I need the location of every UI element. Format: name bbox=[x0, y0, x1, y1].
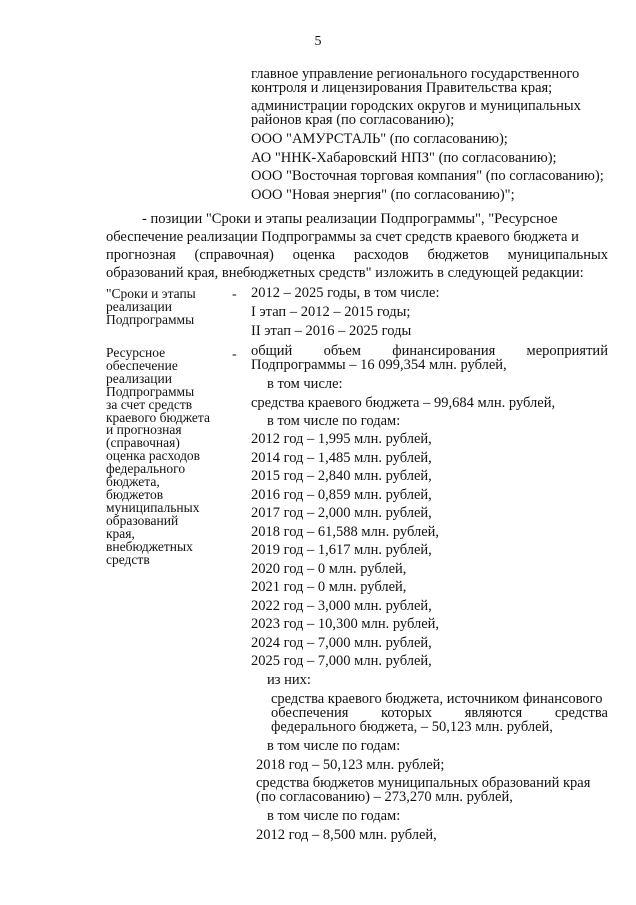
resources-label-line: оценка расходов bbox=[106, 448, 201, 464]
year-line: 2018 год – 61,588 млн. рублей, bbox=[251, 524, 440, 540]
resources-label-line: бюджета, bbox=[106, 474, 160, 490]
terms-line-3: II этап – 2016 – 2025 годы bbox=[251, 323, 412, 339]
municipal-line-2: (по согласованию) – 273,270 млн. рублей, bbox=[256, 789, 513, 805]
resources-label bbox=[106, 347, 241, 566]
org-line-7: ООО "Восточная торговая компания" (по согласованию); bbox=[251, 168, 604, 184]
federal-word: обеспечения bbox=[271, 705, 349, 721]
terms-label-line: "Сроки и этапы bbox=[106, 286, 196, 301]
org-line-6: АО "ННК-Хабаровский НПЗ" (по согласованию); bbox=[251, 150, 557, 166]
year-line: 2020 год – 0 млн. рублей, bbox=[251, 561, 407, 577]
terms-dash: - bbox=[232, 287, 237, 302]
resources-label-line: Ресурсное bbox=[106, 345, 166, 360]
year-line: 2017 год – 2,000 млн. рублей, bbox=[251, 505, 432, 521]
org-line-5: ООО "АМУРСТАЛЬ" (по согласованию); bbox=[251, 131, 508, 147]
federal-line-3: федерального бюджета, – 50,123 млн. рублей, bbox=[271, 719, 553, 735]
year-line: 2019 год – 1,617 млн. рублей, bbox=[251, 542, 432, 558]
intro-word: (справочная) bbox=[194, 247, 274, 263]
intro-word: расходов bbox=[353, 247, 409, 263]
year-line: 2025 год – 7,000 млн. рублей, bbox=[251, 653, 432, 669]
intro-line-4: образований края, внебюджетных средств" изложить в следующей редакции: bbox=[106, 265, 584, 281]
intro-line-1: - позиции "Сроки и этапы реализации Подпрограммы", "Ресурсное bbox=[142, 211, 558, 227]
total-line-2: Подпрограммы – 16 099,354 млн. рублей, bbox=[251, 357, 507, 373]
org-line-1: главное управление регионального государственного bbox=[251, 66, 580, 82]
fed-year-line: 2018 год – 50,123 млн. рублей; bbox=[256, 757, 445, 773]
federal-word: средства bbox=[554, 705, 608, 721]
total-word: мероприятий bbox=[526, 343, 608, 359]
year-line: 2012 год – 1,995 млн. рублей, bbox=[251, 431, 432, 447]
by-years-line: в том числе по годам: bbox=[267, 413, 401, 429]
resources-label-line: (справочная) bbox=[106, 435, 180, 451]
municipal-line-1: средства бюджетов муниципальных образований края bbox=[256, 775, 591, 791]
org-line-8: ООО "Новая энергия" (по согласованию)"; bbox=[251, 187, 515, 203]
year-line: 2023 год – 10,300 млн. рублей, bbox=[251, 616, 440, 632]
by-years-line-2: в том числе по годам: bbox=[267, 738, 401, 754]
intro-word: оценка bbox=[292, 247, 336, 263]
federal-word: которых bbox=[381, 705, 433, 721]
resources-label-line: средств bbox=[106, 551, 150, 567]
terms-label bbox=[106, 288, 241, 327]
year-line: 2022 год – 3,000 млн. рублей, bbox=[251, 598, 432, 614]
total-line-1 bbox=[251, 344, 608, 358]
intro-line-3 bbox=[106, 248, 608, 262]
resources-label-line: федерального bbox=[106, 461, 186, 477]
resources-label-line: внебюджетных bbox=[106, 538, 193, 554]
resources-label-line: края, bbox=[106, 525, 135, 541]
federal-word: являются bbox=[464, 705, 523, 721]
org-line-3: администрации городских округов и муниципальных bbox=[251, 98, 581, 114]
by-years-line-3: в том числе по годам: bbox=[267, 808, 401, 824]
org-line-2: контроля и лицензирования Правительства края; bbox=[251, 80, 553, 96]
terms-line-1: 2012 – 2025 годы, в том числе: bbox=[251, 285, 440, 301]
year-line: 2024 год – 7,000 млн. рублей, bbox=[251, 635, 432, 651]
year-line: 2021 год – 0 млн. рублей, bbox=[251, 579, 407, 595]
mun-year-line: 2012 год – 8,500 млн. рублей, bbox=[256, 827, 437, 843]
resources-label-line: реализации bbox=[106, 370, 172, 386]
year-line: 2016 год – 0,859 млн. рублей, bbox=[251, 487, 432, 503]
total-word: объем bbox=[323, 343, 361, 359]
resources-label-line: бюджетов bbox=[106, 486, 164, 502]
of-them-line: из них: bbox=[267, 672, 311, 688]
intro-word: прогнозная bbox=[106, 247, 176, 263]
resources-label-line: обеспечение bbox=[106, 357, 178, 373]
terms-label-line: Подпрограммы bbox=[106, 311, 195, 327]
resources-dash: - bbox=[232, 347, 237, 362]
regional-line: средства краевого бюджета – 99,684 млн. рублей, bbox=[251, 395, 556, 411]
year-line: 2015 год – 2,840 млн. рублей, bbox=[251, 468, 432, 484]
resources-label-line: Подпрограммы bbox=[106, 383, 195, 399]
resources-label-line: муниципальных bbox=[106, 499, 200, 515]
incl-line: в том числе: bbox=[267, 376, 343, 392]
org-line-4: районов края (по согласованию); bbox=[251, 112, 455, 128]
page-number: 5 bbox=[314, 34, 322, 49]
total-word: общий bbox=[251, 343, 293, 359]
year-line: 2014 год – 1,485 млн. рублей, bbox=[251, 450, 432, 466]
federal-line-1: средства краевого бюджета, источником финансового bbox=[271, 691, 603, 707]
total-word: финансирования bbox=[392, 343, 496, 359]
resources-label-line: за счет средств bbox=[106, 396, 193, 412]
intro-word: муниципальных bbox=[507, 247, 608, 263]
terms-line-2: I этап – 2012 – 2015 годы; bbox=[251, 304, 411, 320]
resources-label-line: краевого бюджета bbox=[106, 409, 210, 425]
resources-label-line: и прогнозная bbox=[106, 422, 182, 438]
resources-label-line: образований bbox=[106, 512, 179, 528]
terms-label-line: реализации bbox=[106, 298, 172, 314]
federal-line-2 bbox=[271, 706, 608, 720]
intro-word: бюджетов bbox=[427, 247, 489, 263]
intro-line-2: обеспечение реализации Подпрограммы за счет средств краевого бюджета и bbox=[106, 229, 579, 245]
